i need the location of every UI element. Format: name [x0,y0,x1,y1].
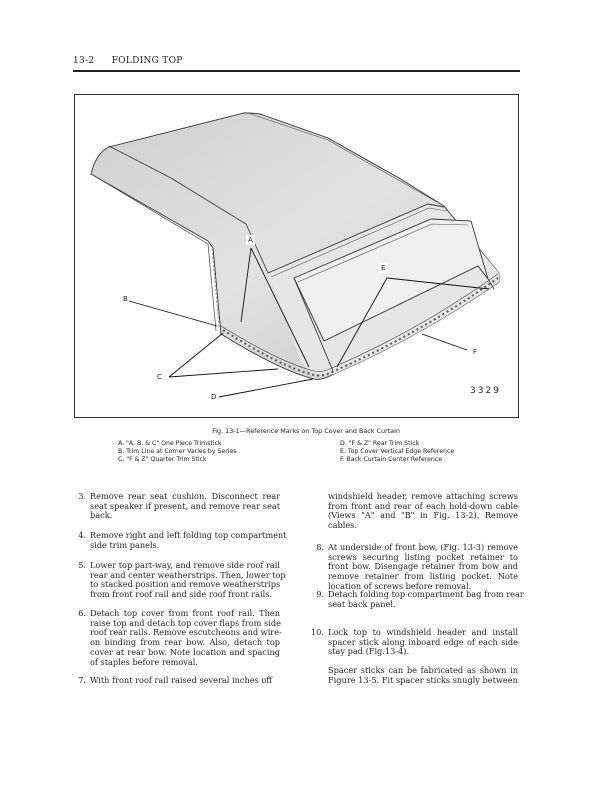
text-line: side trim panels. [90,539,160,550]
text-line: to stacked position and remove weatherstrips [90,579,281,590]
text-line: With front roof rail raised several inches off [90,675,273,685]
text-line: screws securing listing pocket retainer to [328,551,518,562]
text-line: front bow. Disengage retainer from bow and [328,561,518,572]
instruction-step [316,589,524,609]
text-line: seat speaker if present, and remove rear seat [90,500,280,511]
text-line: raise top and detach top cover flaps from side [90,617,281,628]
text-line: Remove right and left folding top compartment [90,530,287,540]
callout-b-leader [129,301,217,326]
instruction-step [78,560,286,600]
text-line: Detach top cover from front roof rail. Then [90,608,280,618]
step-number: 4. [78,530,86,540]
text-line: from front and rear of each hold-down cable [328,500,518,511]
text-line: Figure 13-5. Fit spacer sticks snugly between [328,674,518,685]
step-number: 5. [78,560,86,570]
text-line: stay pad (Fig.13-4). [328,646,410,657]
section-title: FOLDING TOP [111,56,183,66]
step-number: 6. [78,608,86,618]
text-line: roof rear rails. Remove escutcheons and wire- [90,627,282,638]
callout-a: A [248,236,253,244]
text-line: location of screws before removal. [328,580,472,591]
text-line: Detach folding top compartment bag from rear [328,589,524,599]
callout-b: B [123,295,128,303]
callout-f: F [473,348,478,356]
text-line: from front roof rail and side roof front rails. [90,589,273,600]
legend-item: B. Trim Line at Corner Varies by Series [118,448,237,455]
text-line: At underside of front bow, (Fig. 13-3) remove [328,542,518,552]
text-line: cover at rear bow. Note location and spacing [90,646,280,657]
instruction-step [328,666,518,685]
header-rule [73,70,520,72]
instruction-step [328,492,518,531]
step-number: 9. [316,589,324,599]
callout-e: E [381,264,386,272]
instruction-step [78,530,287,550]
figure-number: 3329 [470,386,501,396]
legend-item: F. Back Curtain Center Reference [340,456,443,463]
legend-right [340,440,454,464]
text-line: back. [90,510,113,521]
page-number: 13-2 [73,56,95,66]
running-header [73,56,197,66]
text-line: seat back panel. [328,598,396,609]
legend-item: E. Top Cover Vertical Edge Reference [340,448,455,455]
text-line: Lock top to windshield header and install [328,627,518,637]
legend-item: D. "F & Z" Rear Trim Stick [340,440,420,447]
text-line: (Views "A" and "B" in Fig. 13-2). Remove [328,510,518,521]
text-line: Spacer sticks can be fabricated as shown in [328,665,518,675]
instruction-step [78,675,280,686]
text-line: on binding from rear bow. Also, detach top [90,637,280,648]
text-line: cables. [328,520,357,531]
instruction-step [316,542,518,592]
folding-top-illustration [75,95,519,418]
text-line: windshield header, remove attaching screws [328,491,518,501]
instruction-step [78,608,282,667]
text-line: remove retainer from listing pocket. Note [328,571,518,582]
callout-d: D [211,393,217,401]
text-line: Remove rear seat cushion. Disconnect rear [90,491,280,501]
callout-c: C [157,373,162,381]
legend-item: C. "F & Z" Quarter Trim Stick [118,456,207,463]
legend-left [118,440,237,464]
step-number: 3. [78,491,86,501]
callout-f-leader [422,334,467,350]
figure-caption: Fig. 13-1—Reference Marks on Top Cover and Back Curtain [212,427,400,435]
instruction-step [78,491,280,521]
instruction-step [310,627,518,657]
step-number: 7. [78,675,86,685]
text-line: Lower top part-way, and remove side roof rail [90,560,280,570]
step-number: 10. [310,627,324,637]
callout-d-leader [219,379,313,397]
text-line: of staples before removal. [90,656,199,667]
text-line: spacer stick along inboard edge of each side [328,636,518,647]
legend-item: A. "A, B, & C" One Piece Trimstick [118,440,222,447]
text-line: rear and center weatherstrips. Then, lower top [90,569,286,580]
figure-folding-top [74,94,519,418]
step-number: 8. [316,542,324,552]
